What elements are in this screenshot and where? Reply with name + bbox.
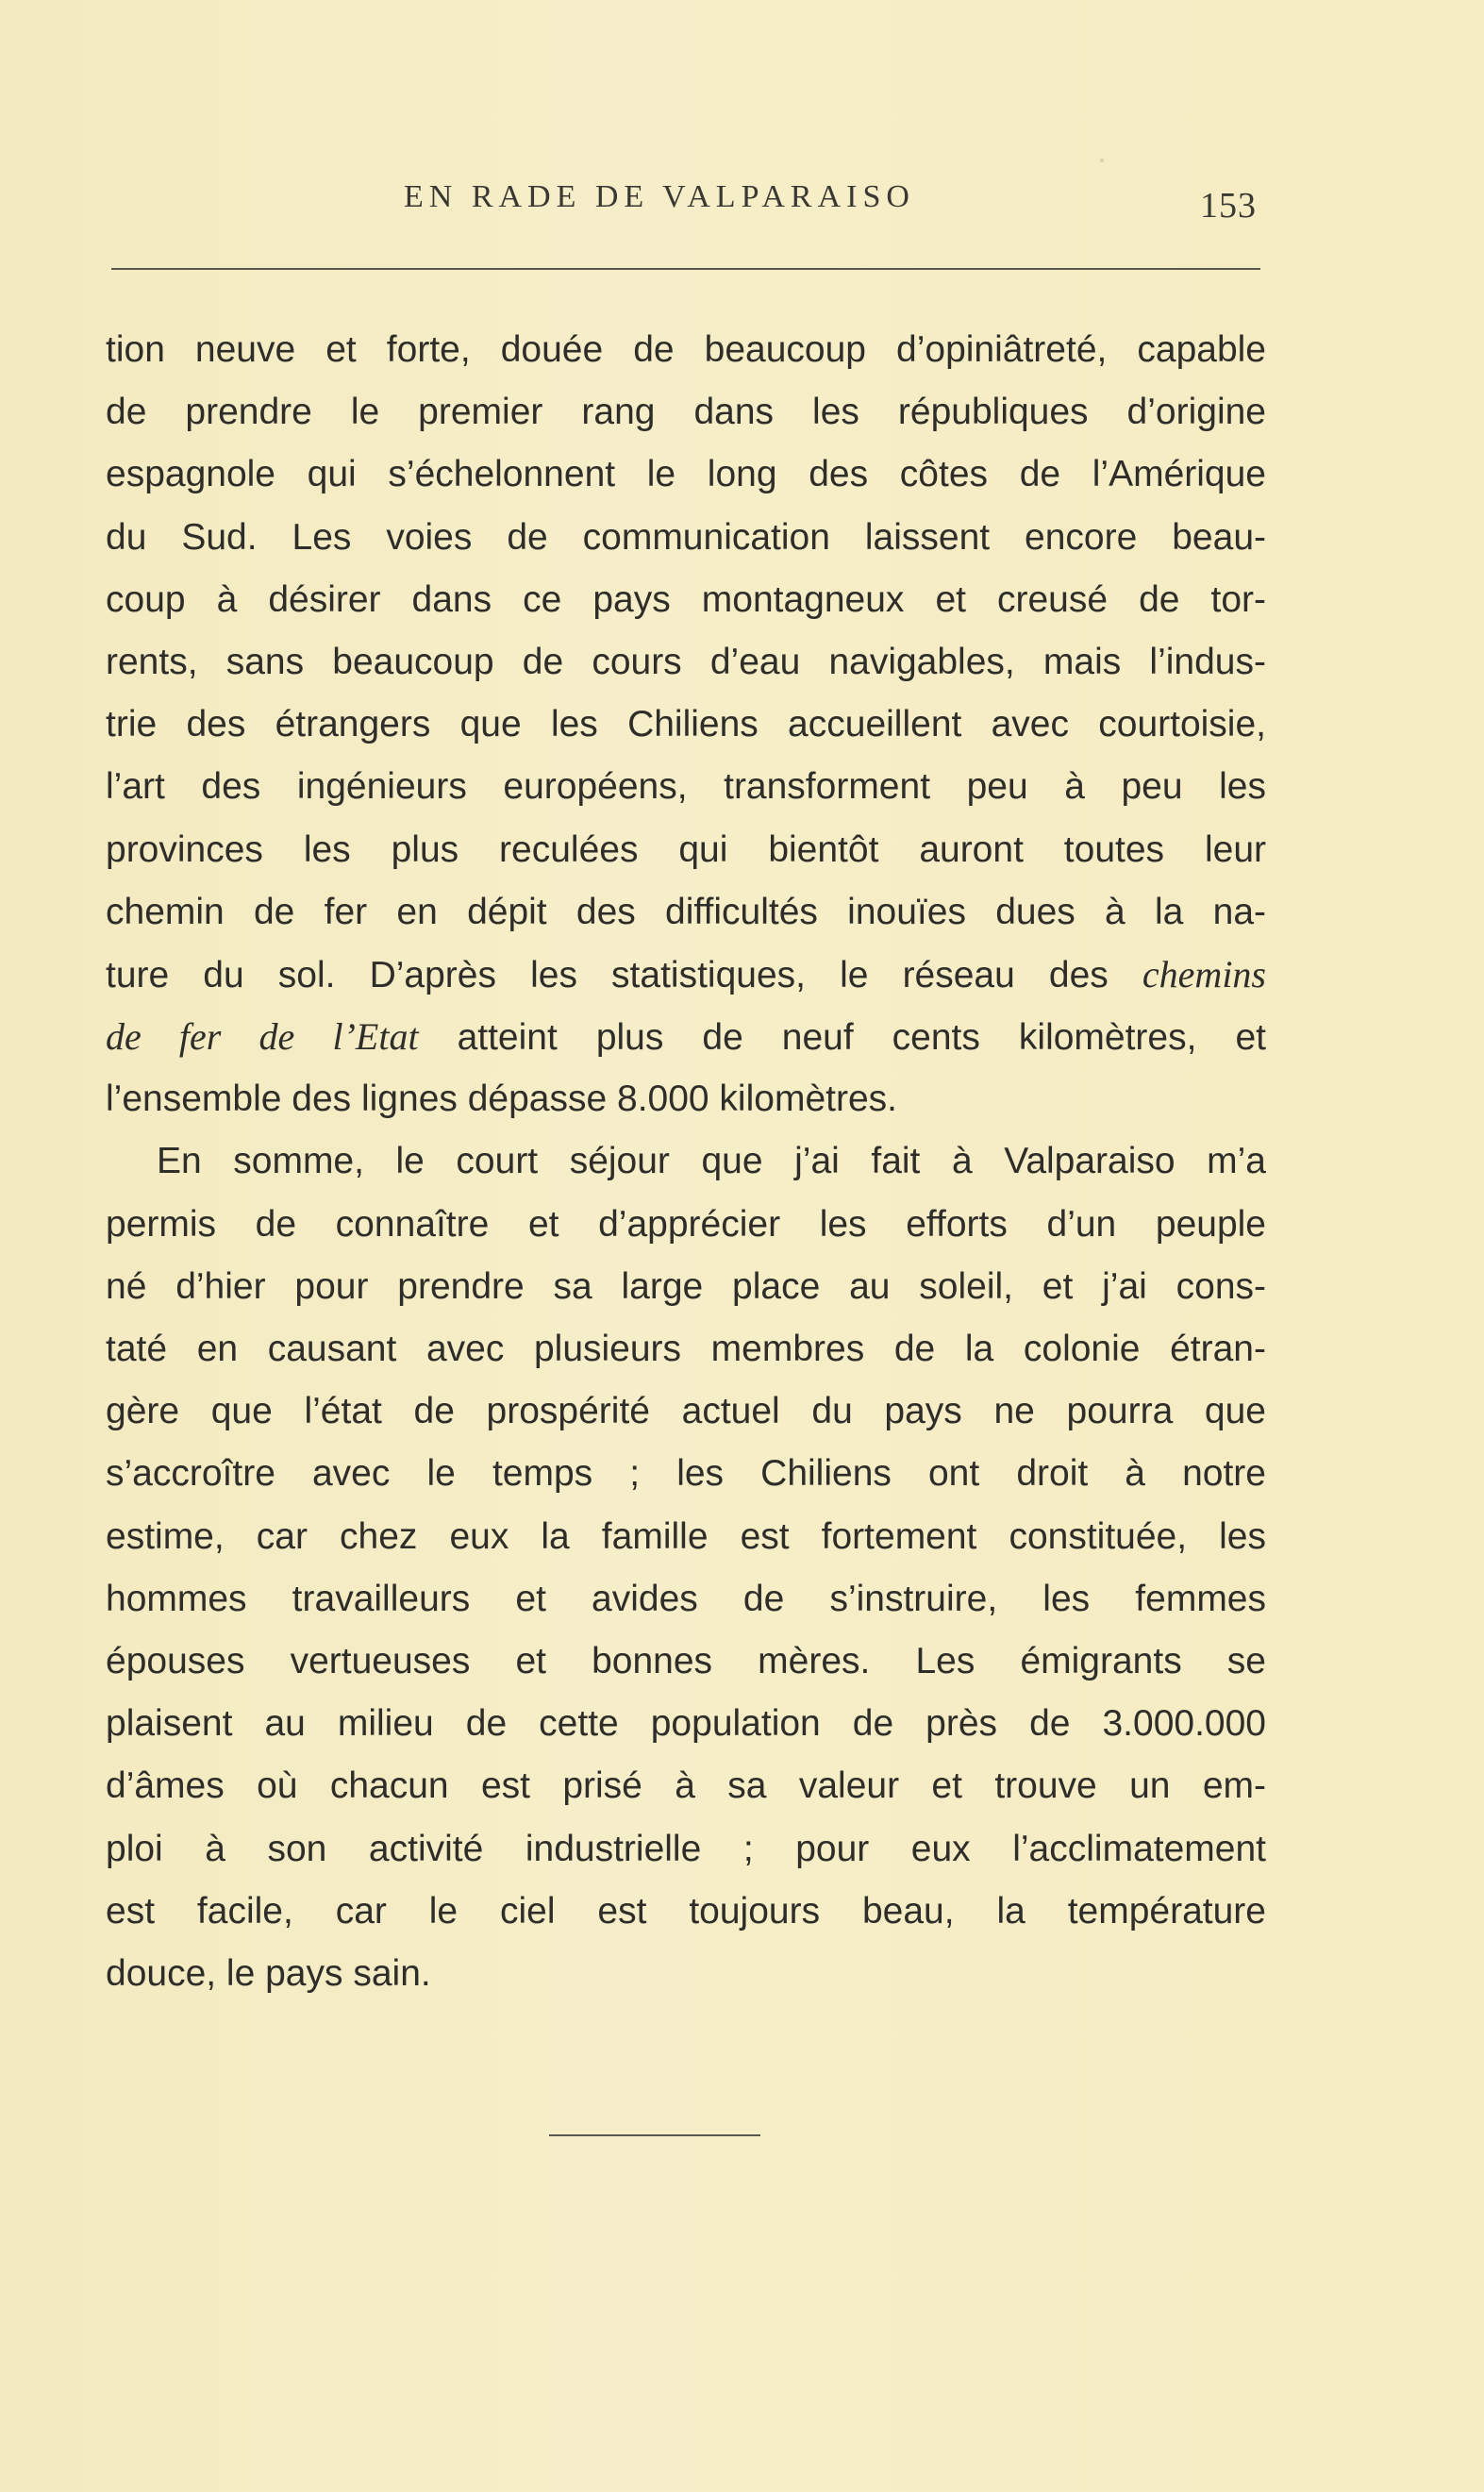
text-run: plaisent au milieu de cette population de près de 3.000.000 bbox=[106, 1703, 1266, 1745]
text-run: est facile, car le ciel est toujours beau, la température bbox=[106, 1890, 1266, 1932]
italic-text: chemins bbox=[1142, 952, 1266, 995]
text-line bbox=[106, 631, 1266, 694]
paper-speck bbox=[1100, 159, 1104, 162]
text-run: permis de connaître et d’apprécier les efforts d’un peuple bbox=[106, 1203, 1266, 1245]
text-run: l’ensemble des lignes dépasse 8.000 kilomètres. bbox=[106, 1079, 897, 1120]
text-run: l’art des ingénieurs européens, transforment peu à peu les bbox=[106, 766, 1266, 808]
text-line bbox=[106, 1755, 1266, 1817]
text-line bbox=[106, 944, 1266, 1006]
text-line bbox=[106, 381, 1266, 443]
header-rule bbox=[111, 268, 1260, 270]
running-title: EN RADE DE VALPARAISO bbox=[404, 179, 915, 214]
text-run: espagnole qui s’échelonnent le long des côtes de l’Amérique bbox=[106, 454, 1266, 495]
text-line bbox=[106, 569, 1266, 631]
text-run: épouses vertueuses et bonnes mères. Les émigrants se bbox=[106, 1640, 1266, 1681]
text-run: hommes travailleurs et avides de s’instruire, les femmes bbox=[106, 1578, 1266, 1619]
text-run: chemin de fer en dépit des difficultés inouïes dues à la na- bbox=[106, 891, 1266, 932]
text-line bbox=[106, 1318, 1266, 1380]
text-run: En somme, le court séjour que j’ai fait à Valparaiso m’a bbox=[157, 1141, 1266, 1182]
text-line bbox=[106, 756, 1266, 818]
text-run: provinces les plus reculées qui bientôt auront toutes leur bbox=[106, 828, 1266, 870]
text-run: rents, sans beaucoup de cours d’eau navigables, mais l’indus- bbox=[106, 641, 1266, 682]
text-line bbox=[106, 1568, 1266, 1631]
text-run: taté en causant avec plusieurs membres de la colonie étran- bbox=[106, 1329, 1266, 1369]
text-run: ploi à son activité industrielle ; pour eux l’acclimatement bbox=[106, 1828, 1266, 1869]
text-run: estime, car chez eux la famille est fortement constituée, les bbox=[106, 1515, 1266, 1557]
text-run: du Sud. Les voies de communication laissent encore beau- bbox=[106, 516, 1266, 558]
text-line bbox=[106, 1443, 1266, 1505]
page-number: 153 bbox=[1200, 186, 1257, 226]
end-rule bbox=[549, 2134, 760, 2136]
text-line bbox=[106, 1006, 1266, 1068]
text-line bbox=[106, 443, 1266, 506]
text-line bbox=[106, 1380, 1266, 1443]
text-line bbox=[106, 881, 1266, 944]
text-line bbox=[106, 1194, 1266, 1256]
text-run: s’accroître avec le temps ; les Chiliens ont droit à notre bbox=[106, 1453, 1266, 1495]
text-line bbox=[106, 1256, 1266, 1318]
text-run: ture du sol. D’après les statistiques, le réseau des bbox=[106, 954, 1142, 995]
text-run: coup à désirer dans ce pays montagneux et creusé de tor- bbox=[106, 578, 1266, 620]
text-line bbox=[106, 1631, 1266, 1693]
text-run: douce, le pays sain. bbox=[106, 1952, 431, 1994]
text-line bbox=[106, 1943, 1266, 2005]
text-run: atteint plus de neuf cents kilomètres, et bbox=[418, 1017, 1266, 1059]
text-line bbox=[106, 694, 1266, 756]
text-run: d’âmes où chacun est prisé à sa valeur et trouve un em- bbox=[106, 1765, 1266, 1807]
text-line bbox=[106, 1693, 1266, 1755]
text-line bbox=[106, 1818, 1266, 1881]
running-head bbox=[0, 179, 1484, 226]
italic-text: de fer de l’Etat bbox=[106, 1015, 419, 1059]
text-run: de prendre le premier rang dans les républiques d’origine bbox=[106, 392, 1266, 433]
text-run: né d’hier pour prendre sa large place au soleil, et j’ai cons- bbox=[106, 1265, 1266, 1307]
text-run: trie des étrangers que les Chiliens accueillent avec courtoisie, bbox=[106, 704, 1266, 745]
body-text bbox=[106, 319, 1266, 2005]
text-line bbox=[106, 319, 1266, 381]
text-run: tion neuve et forte, douée de beaucoup d’opiniâtreté, capable bbox=[106, 329, 1266, 370]
text-line bbox=[106, 507, 1266, 569]
text-line bbox=[106, 819, 1266, 881]
text-line bbox=[106, 1130, 1266, 1193]
text-line bbox=[106, 1881, 1266, 1943]
text-line bbox=[106, 1068, 1266, 1130]
text-run: gère que l’état de prospérité actuel du pays ne pourra que bbox=[106, 1391, 1266, 1432]
text-line bbox=[106, 1506, 1266, 1568]
